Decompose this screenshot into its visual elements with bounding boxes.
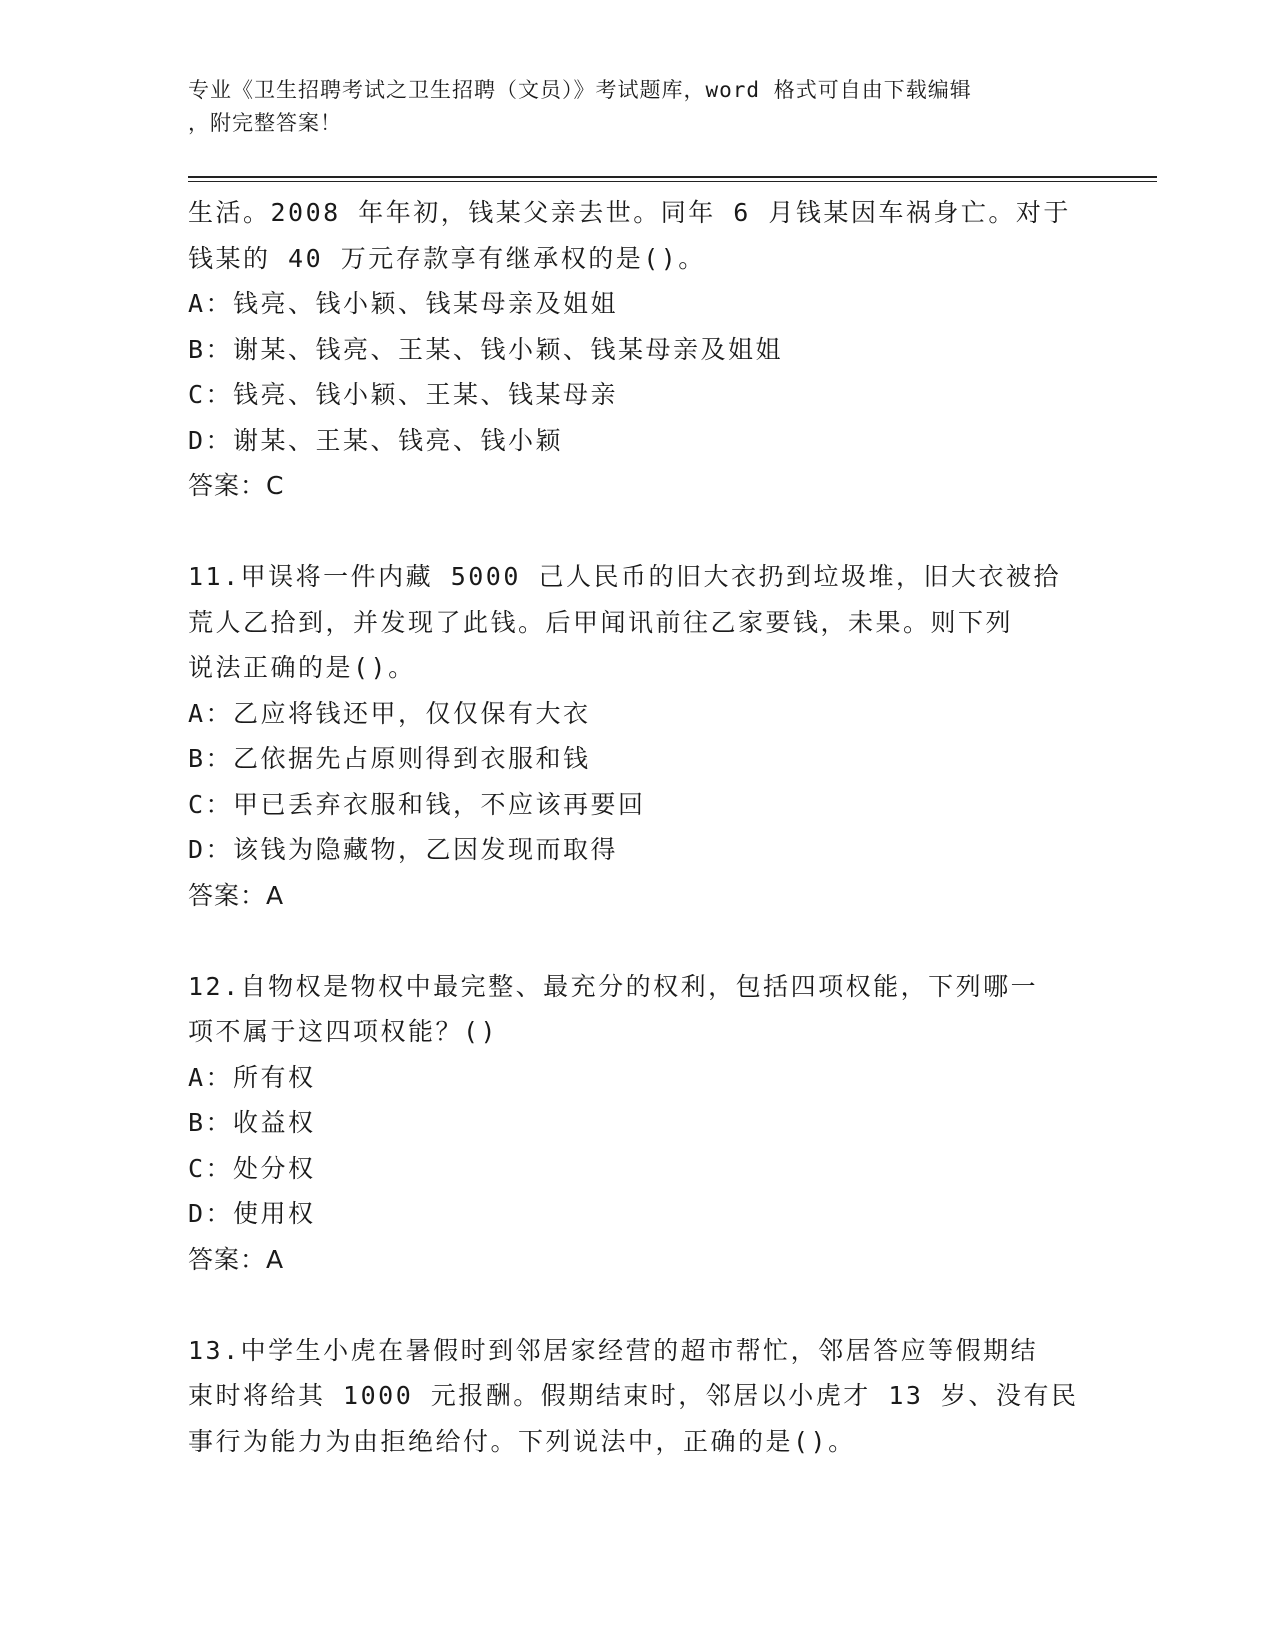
question-12 — [188, 964, 1088, 1283]
spacer — [188, 1282, 1088, 1328]
option-d: D：该钱为隐藏物，乙因发现而取得 — [188, 835, 619, 864]
option-a: A：钱亮、钱小颖、钱某母亲及姐姐 — [188, 289, 619, 318]
question-stem-line: 11.甲误将一件内藏 5000 己人民币的旧大衣扔到垃圾堆，旧大衣被拾 — [188, 562, 1061, 591]
option-c: C：甲已丢弃衣服和钱，不应该再要回 — [188, 789, 646, 819]
question-stem-line: 生活。2008 年年初，钱某父亲去世。同年 6 月钱某因车祸身亡。对于 — [188, 198, 1071, 227]
question-stem-line: 说法正确的是()。 — [188, 653, 416, 682]
question-13 — [188, 1328, 1088, 1465]
question-stem-line: 束时将给其 1000 元报酬。假期结束时，邻居以小虎才 13 岁、没有民 — [188, 1381, 1079, 1410]
answer-line: 答案：A — [188, 880, 285, 910]
answer-line: 答案：C — [188, 471, 285, 500]
option-b: B：乙依据先占原则得到衣服和钱 — [188, 744, 591, 773]
page-header — [188, 74, 1068, 140]
question-stem-line: 项不属于这四项权能？() — [188, 1017, 499, 1046]
option-c: C：钱亮、钱小颖、王某、钱某母亲 — [188, 380, 619, 409]
option-d: D：谢某、王某、钱亮、钱小颖 — [188, 425, 564, 455]
header-divider — [188, 176, 1157, 182]
question-stem-line: 事行为能力为由拒绝给付。下列说法中，正确的是()。 — [188, 1426, 856, 1456]
question-stem-line: 荒人乙拾到，并发现了此钱。后甲闻讯前往乙家要钱，未果。则下列 — [188, 607, 1014, 637]
header-line-1: 专业《卫生招聘考试之卫生招聘（文员）》考试题库，word 格式可自由下载编辑 — [188, 78, 972, 102]
option-b: B：收益权 — [188, 1108, 316, 1137]
question-stem-line: 钱某的 40 万元存款享有继承权的是()。 — [188, 243, 706, 273]
question-stem-line: 13.中学生小虎在暑假时到邻居家经营的超市帮忙，邻居答应等假期结 — [188, 1335, 1039, 1365]
option-a: A：乙应将钱还甲，仅仅保有大衣 — [188, 698, 591, 728]
spacer — [188, 918, 1088, 964]
option-c: C：处分权 — [188, 1153, 316, 1183]
option-d: D：使用权 — [188, 1199, 316, 1228]
header-line-2: ，附完整答案！ — [188, 111, 342, 135]
document-body — [188, 190, 1088, 1464]
answer-line: 答案：A — [188, 1244, 285, 1274]
spacer — [188, 509, 1088, 555]
question-11 — [188, 554, 1088, 918]
question-10 — [188, 190, 1088, 509]
option-a: A：所有权 — [188, 1062, 316, 1092]
question-stem-line: 12.自物权是物权中最完整、最充分的权利，包括四项权能，下列哪一 — [188, 971, 1039, 1001]
option-b: B：谢某、钱亮、王某、钱小颖、钱某母亲及姐姐 — [188, 334, 784, 364]
